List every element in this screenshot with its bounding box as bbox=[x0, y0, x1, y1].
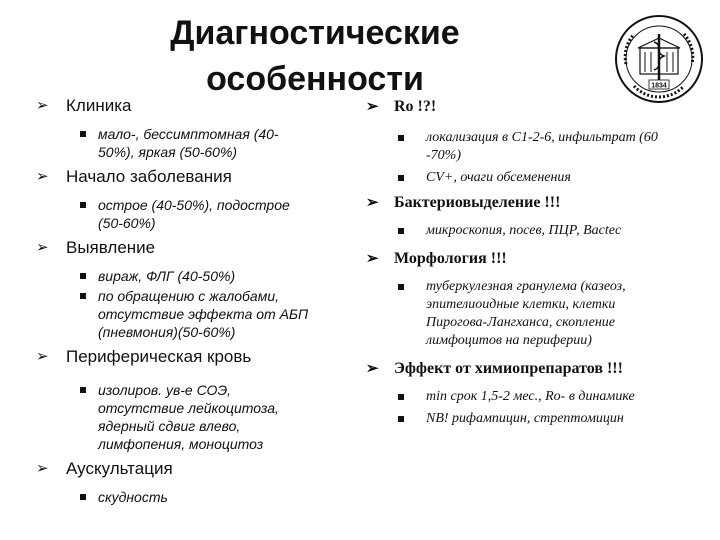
right-column bbox=[360, 97, 690, 434]
square-bullet-icon bbox=[398, 416, 404, 422]
sub-chemo-1: min срок 1,5-2 мес., Ro- в динамике bbox=[360, 388, 690, 406]
seal-year: 1834 bbox=[651, 82, 667, 90]
bullet-clinic: ➢ Клиника bbox=[36, 96, 132, 115]
arrow-bullet-icon: ➢ bbox=[36, 168, 49, 185]
sub-bacterial-1: микроскопия, посев, ПЦР, Bactec bbox=[360, 222, 690, 240]
arrow-bullet-icon: ➢ bbox=[36, 239, 49, 256]
sub-onset-1: острое (40-50%), подострое (50-60%) bbox=[30, 196, 370, 232]
bullet-blood: ➢ Периферическая кровь bbox=[36, 347, 252, 366]
sub-blood-1: изолиров. ув-е СОЭ, отсутствие лейкоцитоза, ядерный сдвиг влево, лимфопения, моноцитоз bbox=[30, 381, 370, 453]
title-line-2: особенности bbox=[206, 60, 424, 98]
sub-detection-2: по обращению с жалобами, отсутствие эффекта от АБП (пневмония)(50-60%) bbox=[30, 287, 370, 341]
sub-ro-2: CV+, очаги обсеменения bbox=[360, 169, 690, 187]
square-bullet-icon bbox=[80, 387, 86, 393]
bullet-onset: ➢ Начало заболевания bbox=[36, 167, 232, 186]
sub-chemo-2: NB! рифампицин, стрептомицин bbox=[360, 410, 690, 428]
arrow-bullet-icon: ➢ bbox=[366, 361, 379, 377]
title-line-1: Диагностические bbox=[170, 14, 460, 52]
sub-auscultation-1: скудность bbox=[30, 488, 370, 506]
university-seal-logo bbox=[614, 14, 704, 104]
square-bullet-icon bbox=[80, 494, 86, 500]
square-bullet-icon bbox=[398, 228, 404, 234]
square-bullet-icon bbox=[398, 394, 404, 400]
arrow-bullet-icon: ➢ bbox=[366, 251, 379, 267]
sub-ro-1: локализация в С1-2-6, инфильтрат (60 -70%) bbox=[360, 129, 690, 165]
square-bullet-icon bbox=[398, 175, 404, 181]
square-bullet-icon bbox=[398, 284, 404, 290]
bullet-bacterial: ➢ Бактериовыделение !!! bbox=[366, 194, 561, 211]
sub-clinic-1: мало-, бессимптомная (40- 50%), яркая (50-60%) bbox=[30, 125, 370, 161]
arrow-bullet-icon: ➢ bbox=[36, 348, 49, 365]
bullet-morphology: ➢ Морфология !!! bbox=[366, 250, 507, 267]
bullet-ro: ➢ Ro !?! bbox=[366, 98, 437, 115]
arrow-bullet-icon: ➢ bbox=[36, 97, 49, 114]
arrow-bullet-icon: ➢ bbox=[36, 460, 49, 477]
square-bullet-icon bbox=[80, 293, 86, 299]
square-bullet-icon bbox=[80, 273, 86, 279]
square-bullet-icon bbox=[80, 131, 86, 137]
slide-title bbox=[150, 10, 480, 102]
bullet-detection: ➢ Выявление bbox=[36, 238, 156, 257]
bullet-auscultation: ➢ Аускультация bbox=[36, 459, 173, 478]
arrow-bullet-icon: ➢ bbox=[366, 195, 379, 211]
sub-morphology-1: туберкулезная гранулема (казеоз, эпителиоидные клетки, клетки Пирогова-Лангханса, скопление лимфоцитов на периферии) bbox=[360, 278, 690, 350]
bullet-chemo: ➢ Эффект от химиопрепаратов !!! bbox=[366, 360, 623, 377]
square-bullet-icon bbox=[80, 202, 86, 208]
sub-detection-1: вираж, ФЛГ (40-50%) bbox=[30, 267, 370, 285]
left-column bbox=[30, 96, 370, 512]
square-bullet-icon bbox=[398, 135, 404, 141]
arrow-bullet-icon: ➢ bbox=[366, 99, 379, 115]
